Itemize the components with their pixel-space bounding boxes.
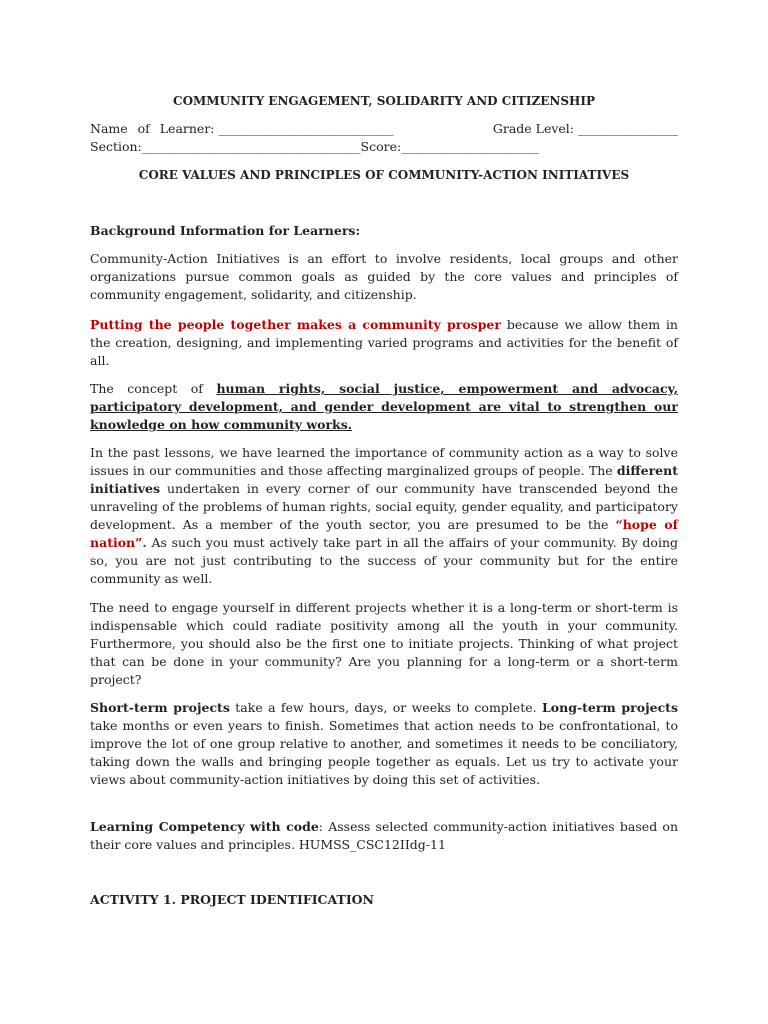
bold-text: different initiatives (90, 463, 678, 496)
paragraph-text: As such you must actively take part in all the affairs of your community. By doing so, you are not just contributing to the success of your community but for the entire community as well. (90, 535, 678, 586)
paragraph-text: In the past lessons, we have learned the importance of community action as a way to solve issues in our communities and those affecting marginalized groups of people. The (90, 445, 678, 478)
paragraph-text: take months or even years to finish. Sometimes that action needs to be confrontational, to improve the lot of one group relative to another, and sometimes it needs to be conciliatory, taking down the walls and bringing people together as equals. Let us try to activate your views about community-action initiatives by doing this set of activities. (90, 718, 678, 787)
score-blank: ______________________ (401, 139, 539, 154)
bold-text: Long-term projects (541, 700, 678, 715)
paragraph-engage: The need to engage yourself in different projects whether it is a long-term or short-term is indispensable which could radiate positivity among all the youth in your community. Furthermore, you should also be the first one to initiate projects. Thinking of what project that can be done in your community? Are you planning for a long-term or a short-term project? (90, 600, 678, 687)
score-label: Score: (360, 139, 402, 154)
paragraph-text: take a few hours, days, or weeks to complete. (229, 700, 542, 715)
section-info-line (90, 139, 678, 154)
bold-text: Short-term projects (90, 700, 230, 715)
grade-label: Grade Level: (492, 121, 575, 136)
grade-blank: ________________ (578, 121, 678, 136)
paragraph-text: The concept of (90, 381, 217, 396)
paragraph-learning-competency (90, 818, 678, 854)
highlight-text: Putting the people together makes a community prosper (90, 317, 501, 332)
paragraph-putting-people-together (90, 316, 678, 370)
grade-field (493, 121, 678, 136)
name-blank: ____________________________ (218, 121, 394, 136)
paragraph-past-lessons (90, 444, 678, 588)
activity-heading: ACTIVITY 1. PROJECT IDENTIFICATION (90, 892, 374, 907)
paragraph-intro: Community-Action Initiatives is an effort to involve residents, local groups and other organizations pursue common goals as guided by the core values and principles of community engagement, solidarity, and citizenship. (90, 251, 678, 302)
bold-underline-text: human rights, social justice, empowerment and advocacy, participatory development, and gender development are vital to strengthen our knowledge on how community works. (90, 381, 678, 432)
paragraph-text: : Assess selected community-action initiatives based on their core values and principles. HUMSS_CSC12IIdg-11 (90, 819, 678, 852)
section-label: Section: (90, 139, 142, 154)
highlight-text: “hope of nation”. (90, 517, 679, 550)
document-title: COMMUNITY ENGAGEMENT, SOLIDARITY AND CITIZENSHIP (173, 94, 595, 108)
section-title: CORE VALUES AND PRINCIPLES OF COMMUNITY-ACTION INITIATIVES (138, 168, 630, 182)
paragraph-project-types (90, 699, 678, 789)
paragraph-concept (90, 380, 678, 434)
section-blank: ___________________________________ (141, 139, 361, 154)
background-heading: Background Information for Learners: (90, 223, 361, 238)
bold-text: Learning Competency with code (90, 819, 319, 834)
name-field (90, 121, 393, 136)
name-label: Name of Learner: (90, 121, 215, 136)
learner-info-line (90, 121, 678, 136)
paragraph-text: undertaken in every corner of our community have transcended beyond the unraveling of the problems of human rights, social equity, gender equality, and participatory development. As a member of the youth sector, you are presumed to be the (90, 481, 678, 532)
paragraph-text: because we allow them in the creation, designing, and implementing varied programs and activities for the benefit of all. (90, 317, 678, 368)
